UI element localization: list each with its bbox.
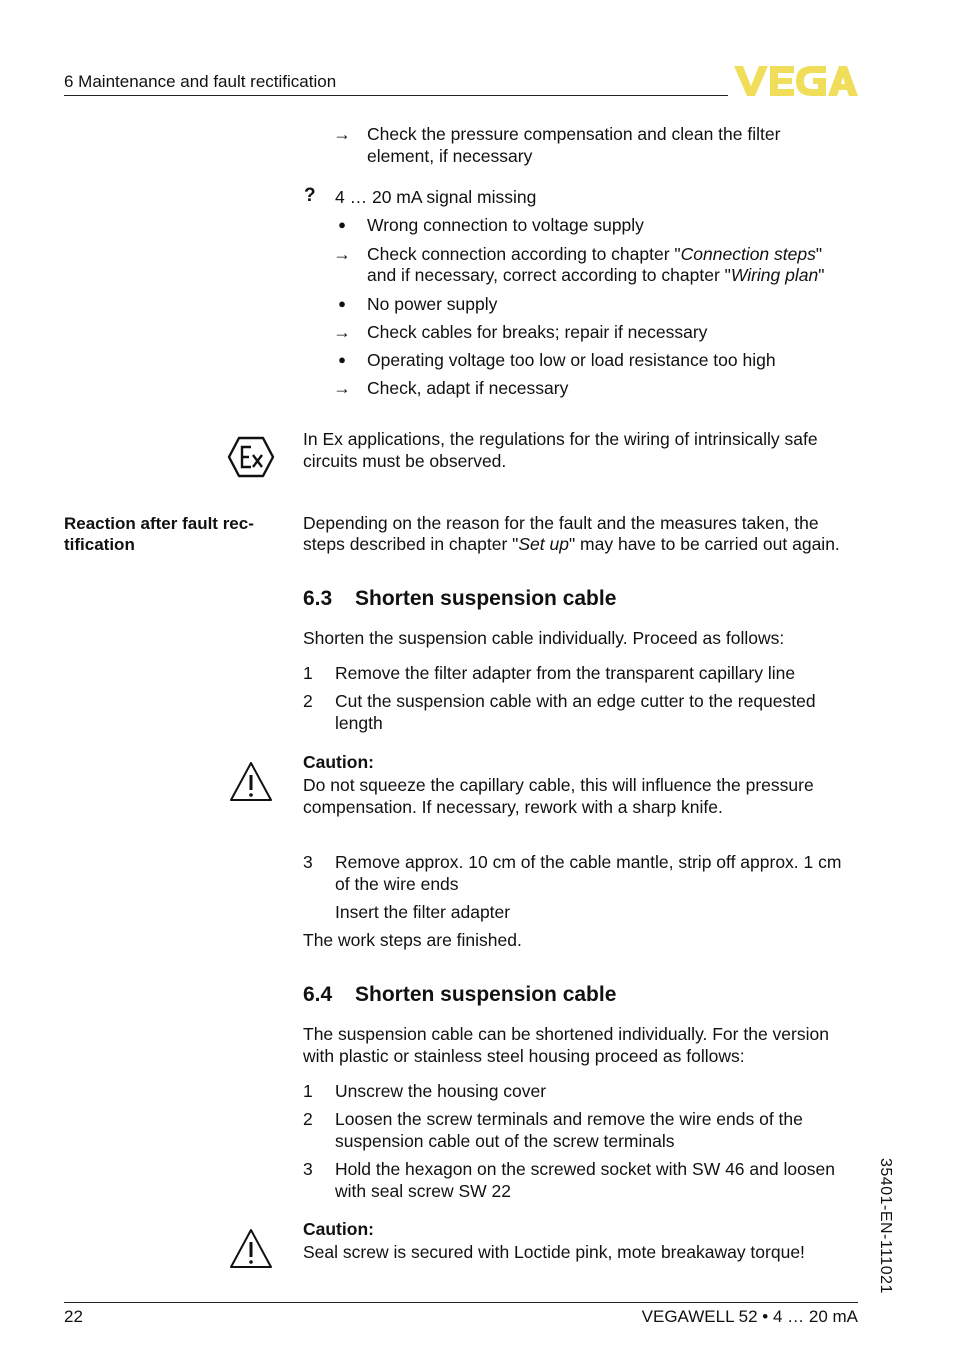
action-text: Check, adapt if necessary bbox=[367, 378, 569, 398]
step-number: 2 bbox=[303, 1109, 313, 1129]
cause-text: Operating voltage too low or load resistance too high bbox=[367, 350, 776, 370]
action-text: Check cables for breaks; repair if necessary bbox=[367, 322, 708, 342]
reaction-text: Depending on the reason for the fault and the measures taken, the bbox=[303, 513, 819, 533]
action-text: Check connection according to chapter "Connection steps" bbox=[367, 244, 823, 264]
step-text: Hold the hexagon on the screwed socket with SW 46 and loosen bbox=[335, 1159, 836, 1179]
caution-text: Seal screw is secured with Loctide pink, mote breakaway torque! bbox=[303, 1242, 805, 1262]
section-intro: with plastic or stainless steel housing proceed as follows: bbox=[303, 1046, 745, 1066]
sub-step-text: Insert the filter adapter bbox=[335, 902, 511, 922]
caution-title: Caution: bbox=[303, 752, 374, 772]
arrow-icon: → bbox=[333, 378, 351, 398]
step-text: suspension cable out of the screw terminals bbox=[335, 1131, 675, 1151]
side-heading: Reaction after fault rec- bbox=[64, 514, 254, 533]
step-number: 2 bbox=[303, 691, 313, 711]
cause-text: Wrong connection to voltage supply bbox=[367, 215, 644, 235]
warning-icon bbox=[229, 760, 273, 802]
step-text: with seal screw SW 22 bbox=[335, 1181, 512, 1201]
step-number: 1 bbox=[303, 663, 313, 683]
ex-note-text: circuits must be observed. bbox=[303, 451, 507, 471]
arrow-icon: → bbox=[333, 322, 351, 342]
arrow-icon: → bbox=[333, 124, 351, 144]
footer-rule bbox=[64, 1302, 858, 1303]
step-text: Unscrew the housing cover bbox=[335, 1081, 547, 1101]
caution-text: compensation. If necessary, rework with a sharp knife. bbox=[303, 797, 723, 817]
bullet-icon: ● bbox=[338, 217, 346, 232]
bullet-icon: ● bbox=[338, 296, 346, 311]
caution-text: Do not squeeze the capillary cable, this will influence the pressure bbox=[303, 775, 814, 795]
ex-note-text: In Ex applications, the regulations for the wiring of intrinsically safe bbox=[303, 429, 818, 449]
running-header: 6 Maintenance and fault rectification bbox=[64, 72, 337, 91]
step-number: 3 bbox=[303, 1159, 313, 1179]
side-heading: tification bbox=[64, 535, 135, 554]
page-number: 22 bbox=[64, 1307, 83, 1326]
product-name: VEGAWELL 52 • 4 … 20 mA bbox=[641, 1307, 858, 1326]
step-text: Remove approx. 10 cm of the cable mantle, strip off approx. 1 cm bbox=[335, 852, 842, 872]
step-text: length bbox=[335, 713, 383, 733]
step-number: 1 bbox=[303, 1081, 313, 1101]
section-outro: The work steps are finished. bbox=[303, 930, 522, 950]
cause-text: No power supply bbox=[367, 294, 498, 314]
warning-icon bbox=[229, 1227, 273, 1269]
vega-logo bbox=[734, 64, 858, 98]
action-text: and if necessary, correct according to chapter "Wiring plan" bbox=[367, 265, 825, 285]
step-text: Cut the suspension cable with an edge cutter to the requested bbox=[335, 691, 816, 711]
section-intro: The suspension cable can be shortened individually. For the version bbox=[303, 1024, 829, 1044]
step-text: Remove the filter adapter from the transparent capillary line bbox=[335, 663, 796, 683]
question-mark: ? bbox=[304, 185, 316, 206]
header-rule bbox=[64, 95, 728, 96]
bullet-icon: ● bbox=[338, 352, 346, 367]
action-text: element, if necessary bbox=[367, 146, 533, 166]
arrow-icon: → bbox=[333, 244, 351, 264]
section-intro: Shorten the suspension cable individually. Proceed as follows: bbox=[303, 628, 785, 648]
step-number: 3 bbox=[303, 852, 313, 872]
action-text: Check the pressure compensation and clean the filter bbox=[367, 124, 781, 144]
section-heading: 6.3 Shorten suspension cable bbox=[303, 587, 617, 610]
reaction-text: steps described in chapter "Set up" may have to be carried out again. bbox=[303, 534, 840, 554]
document-code: 35401-EN-111021 bbox=[877, 1158, 894, 1294]
step-text: Loosen the screw terminals and remove the wire ends of the bbox=[335, 1109, 803, 1129]
fault-heading: 4 … 20 mA signal missing bbox=[335, 187, 537, 207]
ex-icon bbox=[227, 436, 275, 478]
caution-title: Caution: bbox=[303, 1219, 374, 1239]
step-text: of the wire ends bbox=[335, 874, 459, 894]
section-heading: 6.4 Shorten suspension cable bbox=[303, 983, 617, 1006]
